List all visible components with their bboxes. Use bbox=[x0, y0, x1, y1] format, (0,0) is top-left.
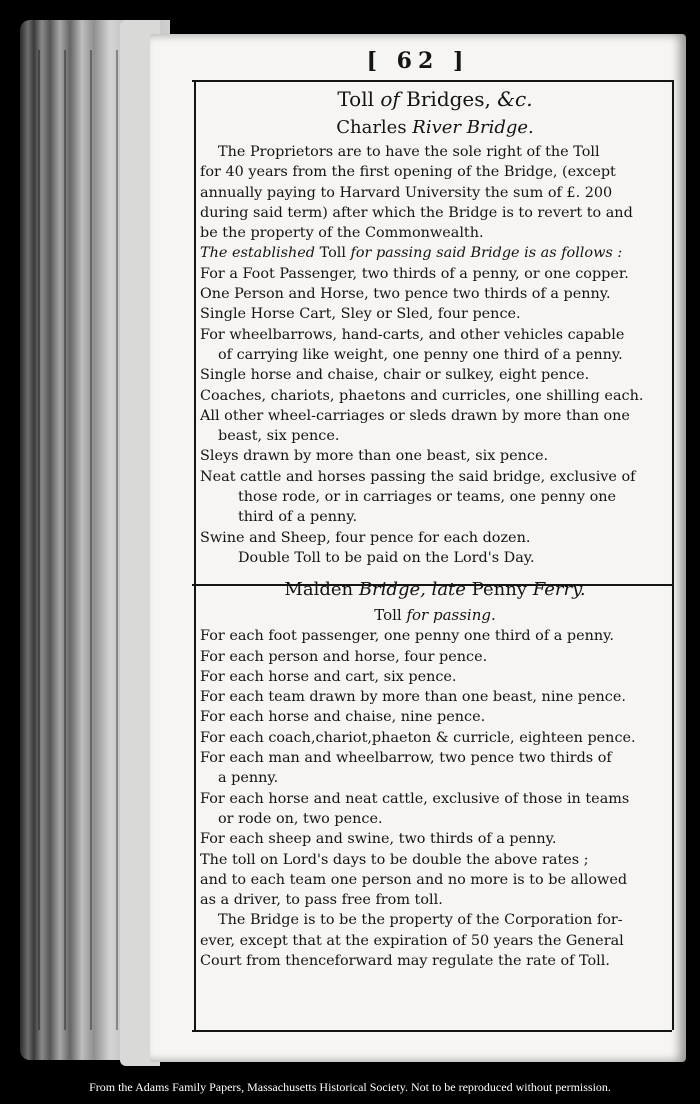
toll-line: The toll on Lord's days to be double the above rates ; bbox=[200, 851, 589, 868]
text-line: The Proprietors are to have the sole right of the Toll bbox=[218, 144, 600, 160]
toll-line: For each foot passenger, one penny one third of a penny. bbox=[200, 628, 614, 645]
toll-line: For each team drawn by more than one beast, nine pence. bbox=[200, 689, 626, 706]
malden-toll-list bbox=[200, 626, 670, 971]
toll-line: Court from thenceforward may regulate the rate of Toll. bbox=[200, 952, 610, 969]
toll-line: For each sheep and swine, two thirds of a penny. bbox=[200, 831, 557, 848]
toll-line: The Bridge is to be the property of the Corporation for- bbox=[218, 912, 623, 929]
malden-toll-heading: Toll for passing. bbox=[374, 606, 496, 625]
toll-line: Single horse and chaise, chair or sulkey, eight pence. bbox=[200, 367, 590, 384]
text-line: during said term) after which the Bridge is to revert to and bbox=[200, 204, 633, 221]
toll-line: Neat cattle and horses passing the said bridge, exclusive of bbox=[200, 468, 636, 485]
toll-line: Swine and Sheep, four pence for each dozen. bbox=[200, 529, 531, 546]
bottom-rule bbox=[192, 1030, 672, 1032]
toll-line: as a driver, to pass free from toll. bbox=[200, 892, 443, 909]
toll-line: and to each team one person and no more is to be allowed bbox=[200, 871, 628, 888]
toll-line: ever, except that at the expiration of 50 years the General bbox=[200, 932, 624, 949]
section-gap bbox=[200, 568, 670, 576]
page-number: [ 62 ] bbox=[366, 48, 470, 74]
toll-line: For each horse and neat cattle, exclusive of those in teams bbox=[200, 790, 630, 807]
text-line: be the property of the Commonwealth. bbox=[200, 225, 484, 242]
toll-line: third of a penny. bbox=[238, 509, 358, 526]
toll-line: those rode, or in carriages or teams, one penny one bbox=[238, 489, 617, 506]
page-text bbox=[200, 84, 670, 971]
toll-line: of carrying like weight, one penny one third of a penny. bbox=[218, 346, 623, 363]
toll-line: or rode on, two pence. bbox=[218, 810, 383, 827]
toll-line: Double Toll to be paid on the Lord's Day. bbox=[238, 549, 535, 566]
page-edge-line bbox=[38, 50, 40, 1030]
toll-line: One Person and Horse, two pence two thirds of a penny. bbox=[200, 286, 611, 303]
top-rule bbox=[192, 80, 672, 82]
toll-line: For a Foot Passenger, two thirds of a penny, or one copper. bbox=[200, 265, 629, 282]
page-edge-line bbox=[90, 50, 92, 1030]
page-edge-line bbox=[64, 50, 66, 1030]
toll-line: For each person and horse, four pence. bbox=[200, 648, 488, 665]
text-line: for 40 years from the first opening of the Bridge, (except bbox=[200, 164, 616, 181]
charles-river-heading: Charles River Bridge. bbox=[336, 117, 534, 138]
toll-line: For wheelbarrows, hand-carts, and other vehicles capable bbox=[200, 326, 625, 343]
page-edge-line bbox=[116, 50, 118, 1030]
main-heading: Toll of Bridges, &c. bbox=[337, 87, 533, 111]
charles-intro bbox=[200, 142, 670, 243]
toll-line: For each man and wheelbarrow, two pence two thirds of bbox=[200, 750, 612, 767]
text-line: annually paying to Harvard University the sum of £. 200 bbox=[200, 184, 613, 201]
toll-line: For each horse and cart, six pence. bbox=[200, 668, 457, 685]
toll-line: beast, six pence. bbox=[218, 428, 340, 445]
toll-line: a penny. bbox=[218, 770, 279, 787]
malden-bridge-heading: Malden Bridge, late Penny Ferry. bbox=[284, 579, 586, 601]
toll-line: Coaches, chariots, phaetons and curricles, one shilling each. bbox=[200, 387, 644, 404]
charles-toll-list bbox=[200, 264, 670, 568]
toll-line: For each horse and chaise, nine pence. bbox=[200, 709, 486, 726]
copyright-footer: From the Adams Family Papers, Massachusetts Historical Society. Not to be reproduced without permission. bbox=[89, 1080, 611, 1094]
toll-line: All other wheel-carriages or sleds drawn by more than one bbox=[200, 407, 630, 424]
toll-line: Single Horse Cart, Sley or Sled, four pence. bbox=[200, 306, 521, 323]
toll-line: For each coach,chariot,phaeton & curricle, eighteen pence. bbox=[200, 729, 636, 746]
established-toll-line: The established Toll for passing said Bridge is as follows : bbox=[200, 245, 623, 262]
toll-line: Sleys drawn by more than one beast, six pence. bbox=[200, 448, 549, 465]
book-page bbox=[150, 34, 686, 1062]
